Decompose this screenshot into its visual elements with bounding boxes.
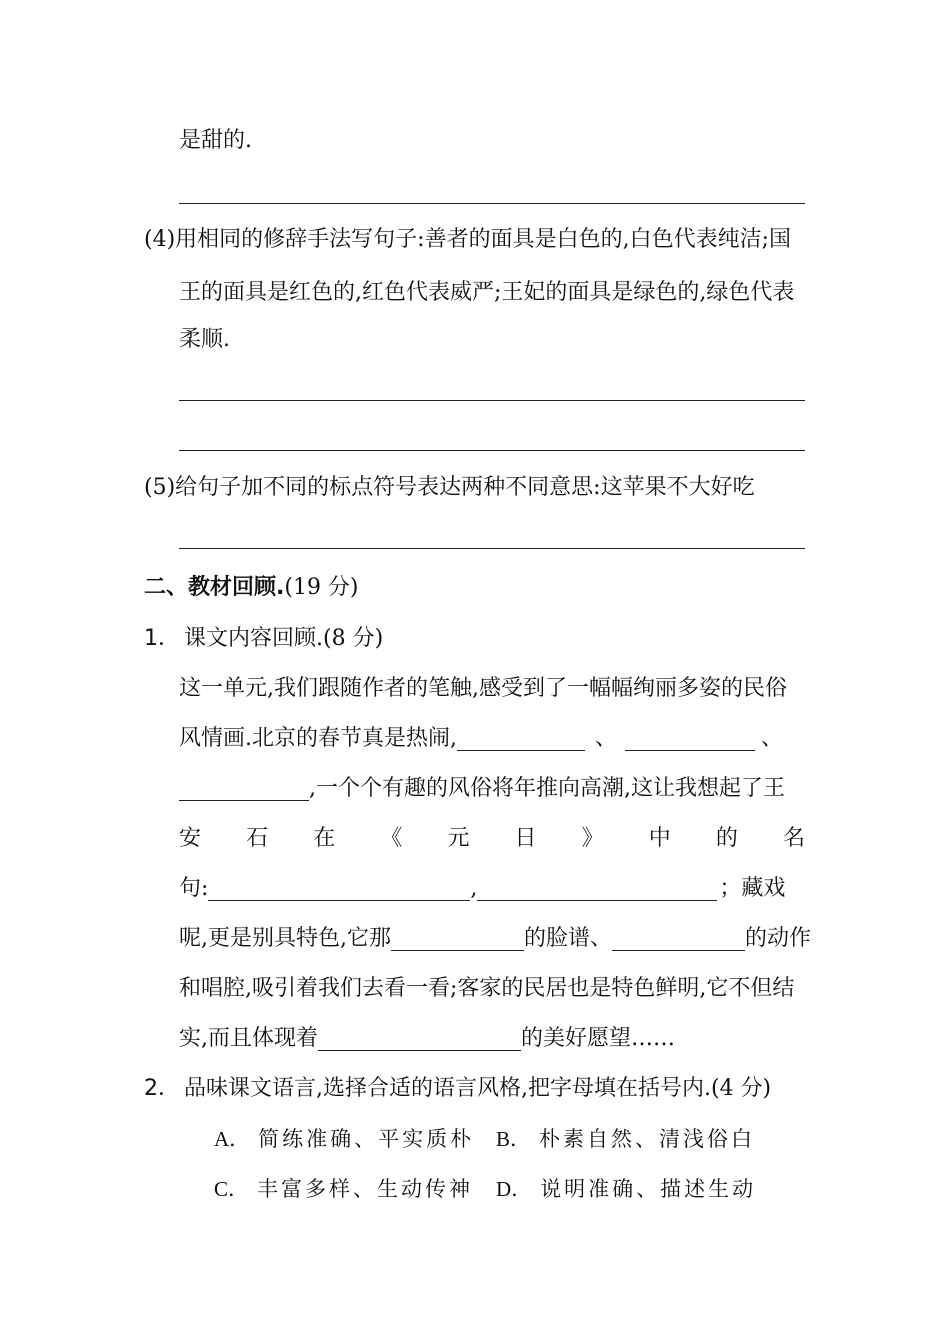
section-2-score: (19 分) [284, 575, 359, 600]
item-1-line-6-tail: 的动作 [745, 926, 812, 951]
option-c-text: 丰富多样、生动传神 [257, 1177, 474, 1201]
option-a-key: A． [214, 1127, 251, 1151]
q4-answer-line-1[interactable] [179, 400, 805, 401]
q4-line-1-text: (4)用相同的修辞手法写句子:善者的面具是白色的,白色代表纯洁;国 [144, 227, 791, 252]
hakka-house-blank[interactable] [318, 1026, 521, 1051]
item-1-number: 1． [144, 626, 180, 651]
poem-blank-2[interactable] [477, 876, 717, 901]
tibetan-opera-mask-blank[interactable] [391, 926, 524, 951]
item-1-line-4 [179, 824, 805, 854]
item-1-line-8-tail: 的美好愿望…… [521, 1026, 676, 1051]
spring-festival-blank-1[interactable] [457, 726, 585, 751]
item-1-line-1: 这一单元,我们跟随作者的笔触,感受到了一幅幅绚丽多姿的民俗 [179, 676, 787, 701]
char: 名 [782, 826, 805, 851]
item-1-line-8-text: 实,而且体现着 [179, 1026, 318, 1051]
item-1-title: 课文内容回顾.(8 分) [184, 626, 384, 651]
char: 中 [648, 826, 671, 851]
char: 在 [313, 826, 336, 851]
item-1-line-6-text: 呢,更是别具特色,它那 [179, 926, 391, 951]
q3-tail: 是甜的. [179, 128, 252, 153]
item-2-title: 品味课文语言,选择合适的语言风格,把字母填在括号内.(4 分) [184, 1076, 772, 1101]
spring-festival-blank-2[interactable] [625, 726, 755, 751]
item-1-line-6-mid: 的脸谱、 [524, 926, 613, 951]
char: 《 [380, 826, 403, 851]
item-2-heading [144, 1074, 771, 1104]
q5-answer-line[interactable] [179, 548, 805, 549]
q4-line-2: 王的面具是红色的,红色代表威严;王妃的面具是绿色的,绿色代表 [179, 280, 795, 305]
item-1-line-2-text: 风情画.北京的春节真是热闹, [179, 726, 457, 751]
item-1-line-5-tail: ；藏戏 [719, 876, 786, 901]
tibetan-opera-action-blank[interactable] [612, 926, 745, 951]
option-b[interactable] [496, 1124, 755, 1154]
section-2-heading [144, 573, 359, 603]
item-1-line-2 [179, 724, 783, 754]
separator-1: 、 [595, 726, 618, 751]
option-d-text: 说明准确、描述生动 [540, 1177, 757, 1201]
item-1-line-4-spread [179, 824, 805, 854]
item-1-line-8 [179, 1024, 675, 1054]
q4-answer-line-2[interactable] [179, 450, 805, 451]
char: 日 [514, 826, 537, 851]
q4-line-1 [144, 225, 805, 255]
option-d-key: D． [496, 1177, 533, 1201]
item-1-line-5 [179, 874, 785, 904]
poem-blank-1[interactable] [208, 876, 470, 901]
item-1-line-7: 和唱腔,吸引着我们去看一看;客家的民居也是特色鲜明,它不但结 [179, 976, 795, 1001]
char: 安 [179, 826, 202, 851]
item-2-number: 2． [144, 1076, 180, 1101]
spring-festival-blank-3[interactable] [179, 776, 309, 801]
option-b-key: B． [496, 1127, 532, 1151]
q3-answer-line[interactable] [179, 203, 805, 204]
option-a-text: 简练准确、平实质朴 [258, 1127, 475, 1151]
char: 石 [246, 826, 269, 851]
poem-label: 句: [179, 876, 209, 901]
char: 》 [581, 826, 604, 851]
option-d[interactable] [496, 1174, 756, 1204]
section-2-title: 二、教材回顾. [144, 575, 285, 600]
option-c-key: C． [214, 1177, 250, 1201]
separator-2: 、 [761, 726, 784, 751]
item-1-line-3-text: ,一个个有趣的风俗将年推向高潮,这让我想起了王 [309, 776, 785, 801]
item-1-line-6 [179, 924, 811, 954]
option-a[interactable] [214, 1124, 474, 1154]
item-1-line-3 [179, 774, 785, 804]
q5-line: (5)给句子加不同的标点符号表达两种不同意思:这苹果不大好吃 [144, 475, 755, 500]
option-c[interactable] [214, 1174, 473, 1204]
poem-comma: , [470, 876, 478, 901]
option-b-text: 朴素自然、清浅俗白 [539, 1127, 756, 1151]
char: 的 [715, 826, 738, 851]
q4-line-3: 柔顺. [179, 327, 230, 352]
char: 元 [447, 826, 470, 851]
item-1-heading [144, 624, 383, 654]
